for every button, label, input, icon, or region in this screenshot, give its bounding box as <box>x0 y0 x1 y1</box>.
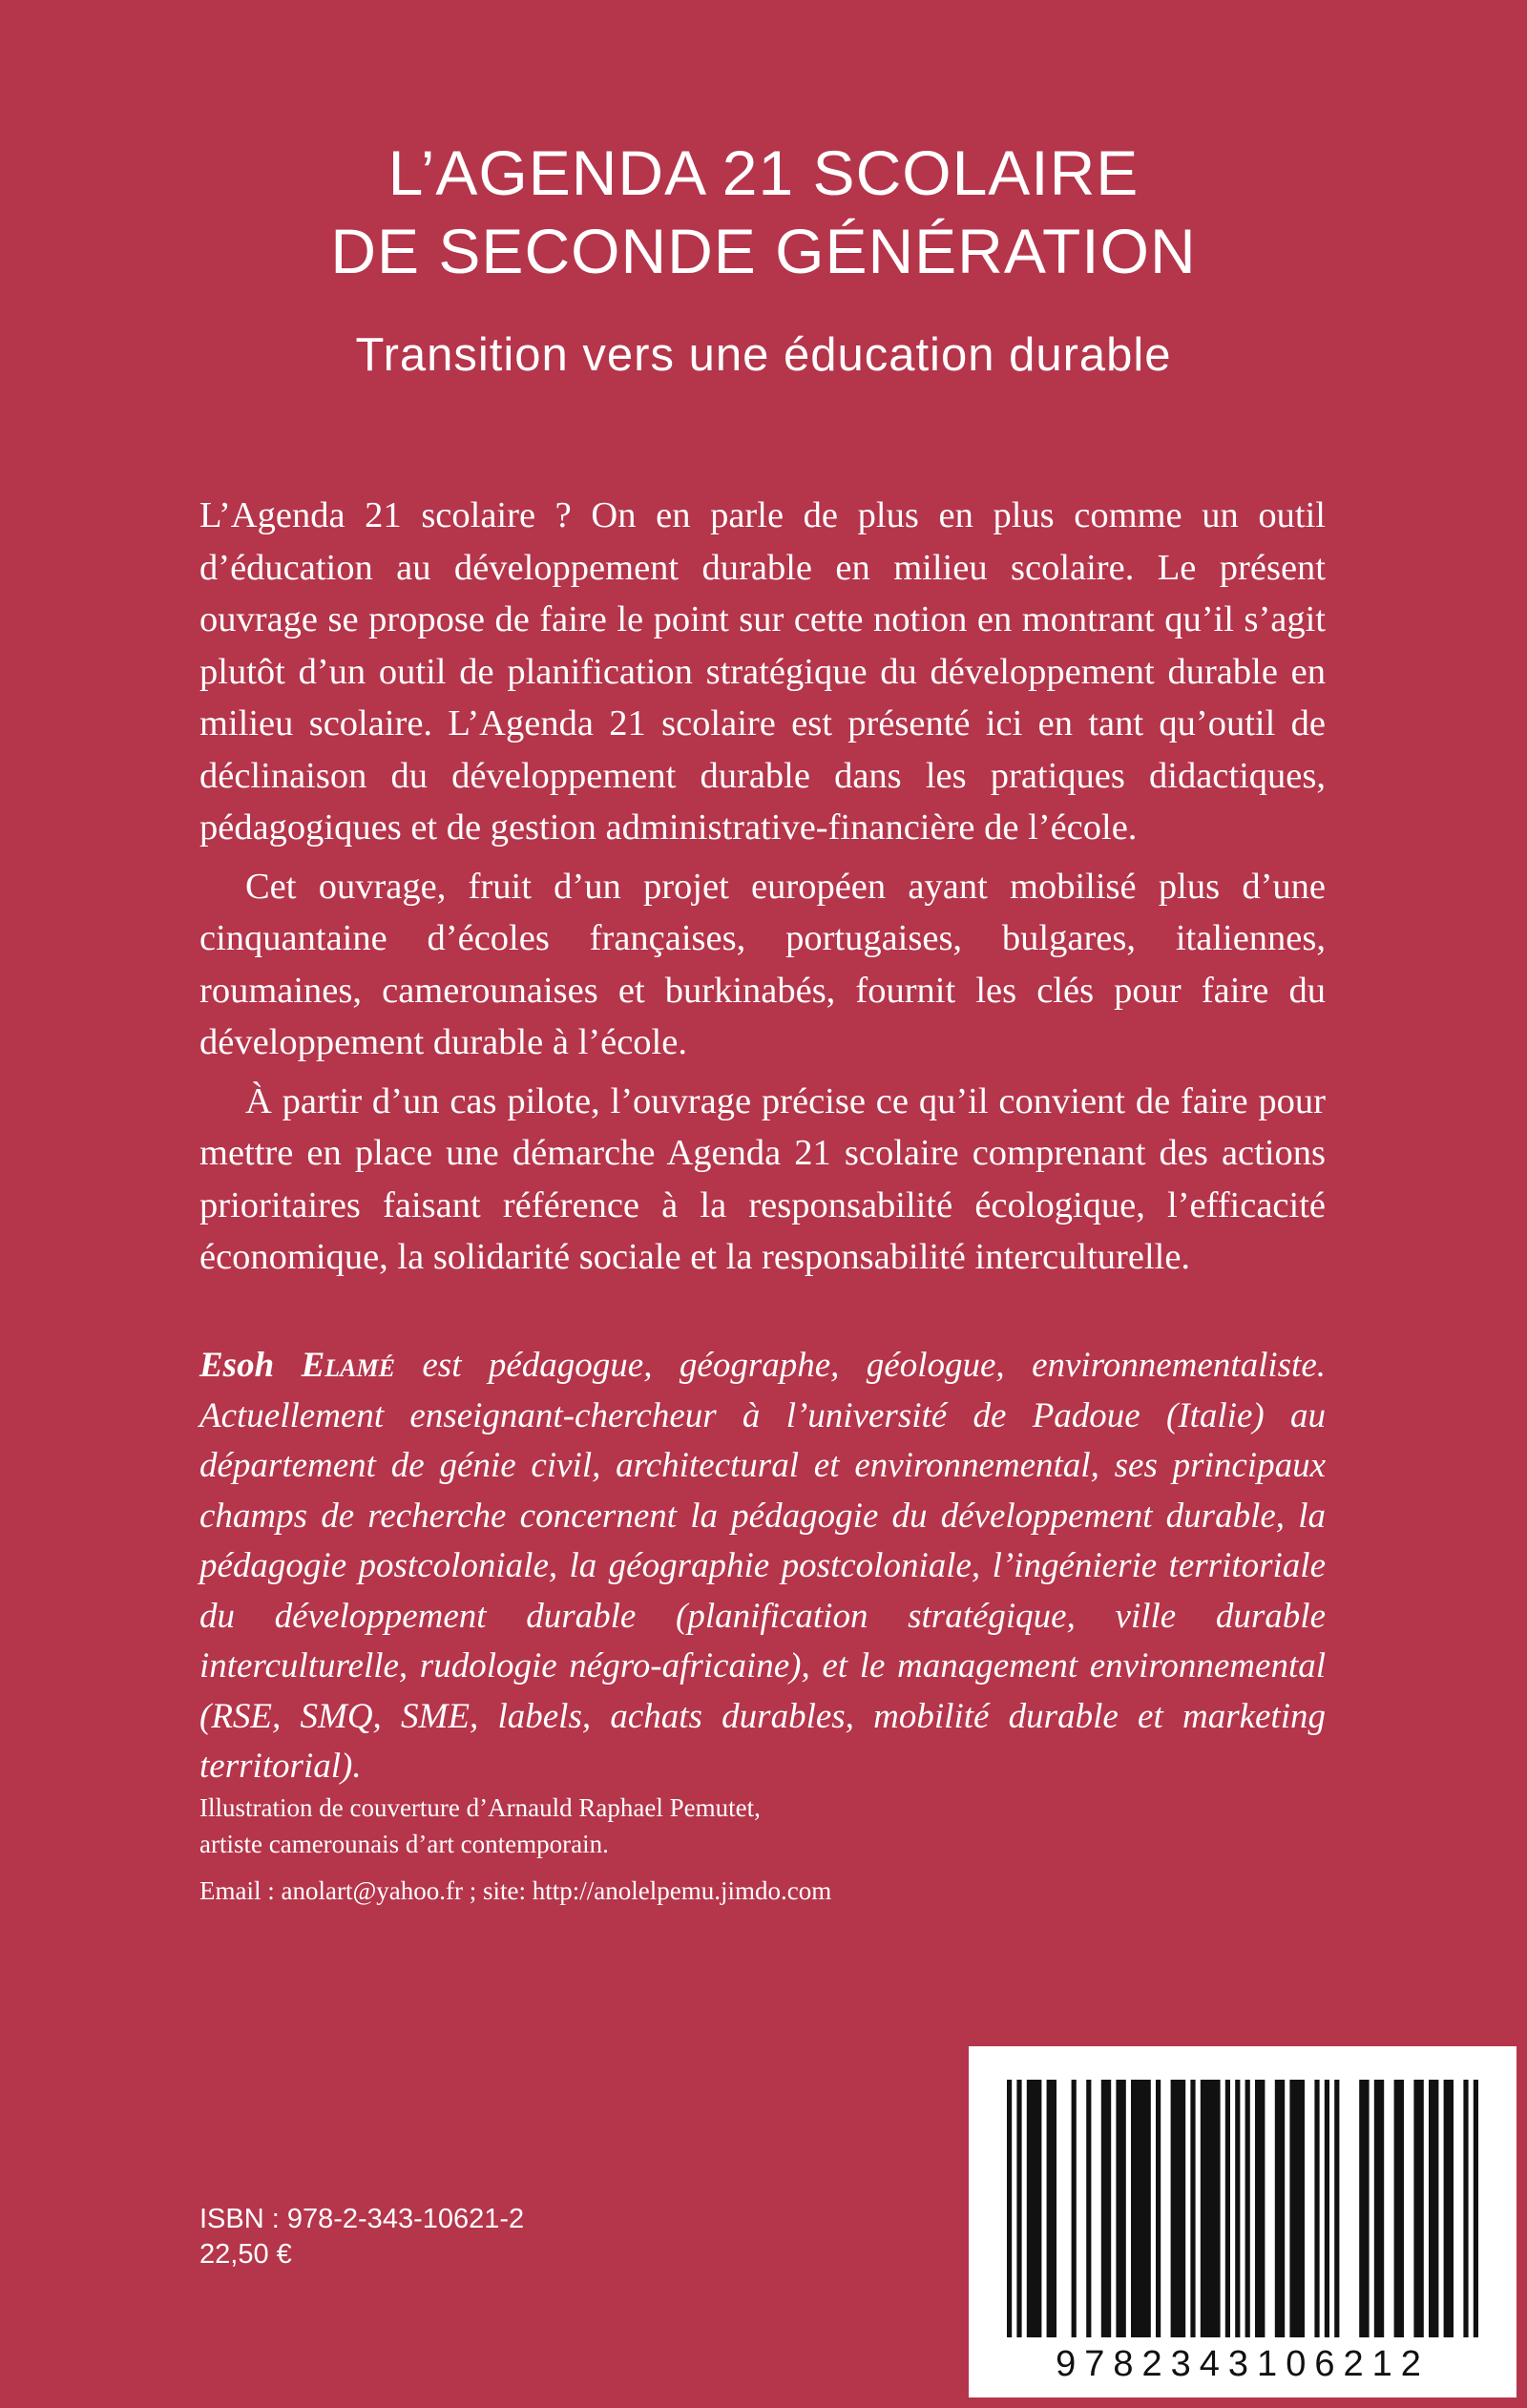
credit-contact: Email : anolart@yahoo.fr ; site: http://anolelpemu.jimdo.com <box>199 1876 832 1905</box>
barcode-bar <box>1289 2080 1305 2337</box>
barcode-bar <box>1190 2080 1195 2337</box>
author-first-name: Esoh <box>199 1346 275 1385</box>
author-last-name: Elamé <box>301 1346 395 1385</box>
price: 22,50 € <box>199 2239 292 2270</box>
title-line-1: L’AGENDA 21 SCOLAIRE <box>387 137 1140 208</box>
barcode-bar <box>1275 2080 1285 2337</box>
barcode-bar <box>1086 2080 1091 2337</box>
barcode-bar <box>1235 2080 1240 2337</box>
barcode <box>969 2046 1517 2398</box>
barcode-bar <box>1007 2080 1012 2337</box>
barcode-bar <box>1116 2080 1125 2337</box>
barcode-bar <box>1463 2080 1468 2337</box>
barcode-bar <box>1047 2080 1056 2337</box>
barcode-bar <box>1334 2080 1339 2337</box>
barcode-bar <box>1444 2080 1454 2337</box>
barcode-bar <box>1072 2080 1077 2337</box>
barcode-digits: 9782343106212 <box>1056 2344 1430 2384</box>
barcode-bar <box>1413 2080 1423 2337</box>
barcode-bar <box>1131 2080 1151 2337</box>
summary-text <box>199 490 1326 1284</box>
barcode-bar <box>1156 2080 1161 2337</box>
author-bio-text: est pédagogue, géographe, géologue, environnementaliste. Actuellement enseignant-chercheur à l’université de Padoue (Italie) au département de génie civil, architectural et environnemental, ses principaux champs de recherche concernent la pédagogie du développement durable, la pédagogie postcoloniale, la géographie postcoloniale, l’ingénierie territoriale du développement durable (planification stratégique, ville durable interculturelle, rudologie négro-africaine), et le management environnemental (RSE, SMQ, SME, labels, achats durables, mobilité durable et marketing territorial). <box>199 1346 1326 1786</box>
barcode-bar <box>1325 2080 1329 2337</box>
barcode-bar <box>1429 2080 1438 2337</box>
author-bio <box>199 1341 1326 1792</box>
barcode-bar <box>1374 2080 1384 2337</box>
barcode-bar <box>1314 2080 1319 2337</box>
isbn-number: ISBN : 978-2-343-10621-2 <box>199 2204 525 2234</box>
barcode-bar <box>1225 2080 1230 2337</box>
author-name <box>199 1346 395 1385</box>
barcode-bar <box>1359 2080 1369 2337</box>
barcode-bars <box>1007 2080 1478 2337</box>
barcode-bar <box>1171 2080 1186 2337</box>
title-block <box>0 134 1527 384</box>
illustration-credits <box>199 1790 1058 1909</box>
title-line-2: DE SECONDE GÉNÉRATION <box>330 216 1197 286</box>
barcode-bar <box>1201 2080 1221 2337</box>
barcode-bar <box>1394 2080 1404 2337</box>
barcode-bar <box>1027 2080 1042 2337</box>
barcode-bar <box>1016 2080 1021 2337</box>
isbn-block <box>199 2202 524 2272</box>
barcode-bar <box>1255 2080 1265 2337</box>
subtitle: Transition vers une éducation durable <box>355 329 1172 381</box>
summary-paragraph-1: L’Agenda 21 scolaire ? On en parle de plus en plus comme un outil d’éducation au développement durable en milieu scolaire. Le présent ouvrage se propose de faire le point sur cette notion en montrant qu’il s’agit plutôt d’un outil de planification stratégique du développement durable en milieu scolaire. L’Agenda 21 scolaire est présenté ici en tant qu’outil de déclinaison du développement durable dans les pratiques didactiques, pédagogiques et de gestion administrative-financière de l’école. <box>199 495 1326 848</box>
summary-paragraph-3: À partir d’un cas pilote, l’ouvrage précise ce qu’il convient de faire pour mettre en place une démarche Agenda 21 scolaire comprenant des actions prioritaires faisant référence à la responsabilité écologique, l’efficacité économique, la solidarité sociale et la responsabilité interculturelle. <box>199 1080 1326 1277</box>
summary-paragraph-2: Cet ouvrage, fruit d’un projet européen ayant mobilisé plus d’une cinquantaine d’écoles françaises, portugaises, bulgares, italiennes, roumaines, camerounaises et burkinabés, fournit les clés pour faire du développement durable à l’école. <box>199 866 1326 1062</box>
credit-line-2: artiste camerounais d’art contemporain. <box>199 1830 609 1858</box>
barcode-bar <box>1245 2080 1250 2337</box>
barcode-bar <box>1474 2080 1478 2337</box>
barcode-bar <box>1101 2080 1111 2337</box>
credit-line-1: Illustration de couverture d’Arnauld Raphael Pemutet, <box>199 1793 761 1822</box>
